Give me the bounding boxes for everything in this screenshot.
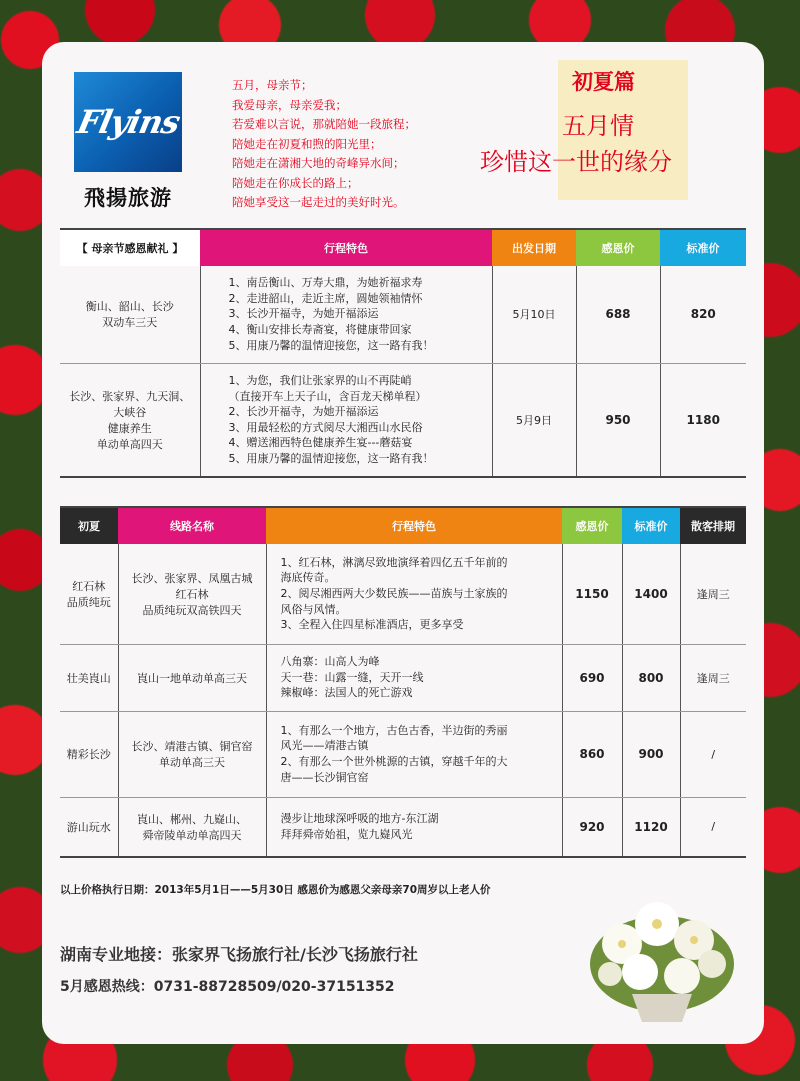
standard-price: 900	[622, 711, 680, 797]
route-cell: 长沙、张家界、九天洞、 大峡谷 健康养生 单动单高四天	[60, 363, 200, 477]
theme-cell: 游山玩水	[60, 797, 118, 857]
schedule-cell: 逢周三	[680, 544, 746, 644]
table-row	[60, 711, 746, 797]
features-cell: 漫步让地球深呼吸的地方-东江湖 拜拜舜帝始祖，览九嶷风光	[266, 797, 562, 857]
gratitude-price: 920	[562, 797, 622, 857]
standard-price: 800	[622, 644, 680, 711]
poem-line: 我爱母亲，母亲爱我；	[232, 97, 347, 112]
gratitude-price: 690	[562, 644, 622, 711]
theme-cell: 精彩长沙	[60, 711, 118, 797]
gratitude-price: 950	[576, 363, 660, 477]
table-row	[60, 644, 746, 711]
price-footnote: 以上价格执行日期：2013年5月1日——5月30日 感恩价为感恩父亲母亲70周岁以上老人价	[60, 884, 491, 896]
route-cell: 衡山、韶山、长沙 双动车三天	[60, 266, 200, 363]
table2-header: 行程特色	[266, 507, 562, 544]
table2-header: 初夏	[60, 507, 118, 544]
schedule-cell: /	[680, 711, 746, 797]
features-cell: 1、南岳衡山、万寿大鼎，为她祈福求寿 2、走进韶山，走近主席，圆她领袖情怀 3、长沙开福寺，为她开福添运 4、衡山安排长寿斋宴，将健康带回家 5、用康乃馨的温情迎接您，这一路有我！	[200, 266, 492, 363]
table-row	[60, 544, 746, 644]
poem-line: 陪她走在你成长的路上；	[232, 175, 359, 190]
logo-plane-image	[74, 72, 182, 172]
table-row	[60, 266, 746, 363]
logo-brand-word: Flyins	[74, 103, 182, 141]
gratitude-price: 1150	[562, 544, 622, 644]
theme-cell: 壮美崀山	[60, 644, 118, 711]
hotline: 5月感恩热线：0731-88728509/020-37151352	[60, 979, 395, 995]
banner-title-line1: 五月情	[562, 112, 634, 140]
gratitude-price: 688	[576, 266, 660, 363]
features-cell: 八角寨：山高人为峰 天一巷：山露一缝，天开一线 辣椒峰：法国人的死亡游戏	[266, 644, 562, 711]
table1-header: 行程特色	[200, 229, 492, 266]
table1-header: 出发日期	[492, 229, 576, 266]
gratitude-price: 860	[562, 711, 622, 797]
agency-contact: 湖南专业地接：张家界飞扬旅行社/长沙飞扬旅行社	[60, 945, 418, 964]
mothers-day-table	[60, 228, 746, 478]
flowers-bouquet-image	[582, 864, 742, 1024]
schedule-cell: 逢周三	[680, 644, 746, 711]
table1-header: 感恩价	[576, 229, 660, 266]
logo-name: 飛揚旅游	[84, 186, 172, 210]
table-row	[60, 363, 746, 477]
route-cell: 长沙、靖港古镇、铜官窑 单动单高三天	[118, 711, 266, 797]
date-cell: 5月10日	[492, 266, 576, 363]
banner-title-line2: 珍惜这一世的缘分	[480, 148, 672, 176]
theme-cell: 红石林 品质纯玩	[60, 544, 118, 644]
table2-header: 感恩价	[562, 507, 622, 544]
schedule-cell: /	[680, 797, 746, 857]
standard-price: 1400	[622, 544, 680, 644]
date-cell: 5月9日	[492, 363, 576, 477]
table1-header: 【 母亲节感恩献礼 】	[60, 229, 200, 266]
standard-price: 1180	[660, 363, 746, 477]
table2-header: 线路名称	[118, 507, 266, 544]
features-cell: 1、红石林，淋漓尽致地演绎着四亿五千年前的 海底传奇。 2、阅尽湘西两大少数民族——苗族与土家族的 风俗与风情。 3、全程入住四星标准酒店，更多享受	[266, 544, 562, 644]
features-cell: 1、有那么一个地方，古色古香，半边街的秀丽 风光——靖港古镇 2、有那么一个世外桃源的古镇，穿越千年的大 唐——长沙铜官窑	[266, 711, 562, 797]
early-summer-table	[60, 506, 746, 858]
features-cell: 1、为您，我们让张家界的山不再陡峭 （直接开车上天子山，含百龙天梯单程） 2、长沙开福寺，为她开福添运 3、用最轻松的方式阅尽大湘西山水民俗 4、赠送湘西特色健康养生宴---蘑菇宴 5、用康乃馨的温情迎接您，这一路有我！	[200, 363, 492, 477]
route-cell: 崀山、郴州、九嶷山、 舜帝陵单动单高四天	[118, 797, 266, 857]
poem-line: 若爱难以言说，那就陪她一段旅程；	[232, 117, 416, 131]
poem-line: 陪她走在潇湘大地的奇峰异水间；	[232, 156, 405, 170]
standard-price: 820	[660, 266, 746, 363]
poem-line: 陪她享受这一起走过的美好时光。	[232, 195, 405, 209]
standard-price: 1120	[622, 797, 680, 857]
table-row	[60, 797, 746, 857]
table1-header: 标准价	[660, 229, 746, 266]
table2-header: 标准价	[622, 507, 680, 544]
table2-header: 散客排期	[680, 507, 746, 544]
poem-line: 五月，母亲节；	[232, 78, 313, 92]
poem-line: 陪她走在初夏和煦的阳光里；	[232, 136, 382, 151]
poster-card	[42, 42, 764, 1044]
banner-subtitle: 初夏篇	[572, 70, 635, 94]
route-cell: 长沙、张家界、凤凰古城 红石林 品质纯玩双高铁四天	[118, 544, 266, 644]
route-cell: 崀山一地单动单高三天	[118, 644, 266, 711]
